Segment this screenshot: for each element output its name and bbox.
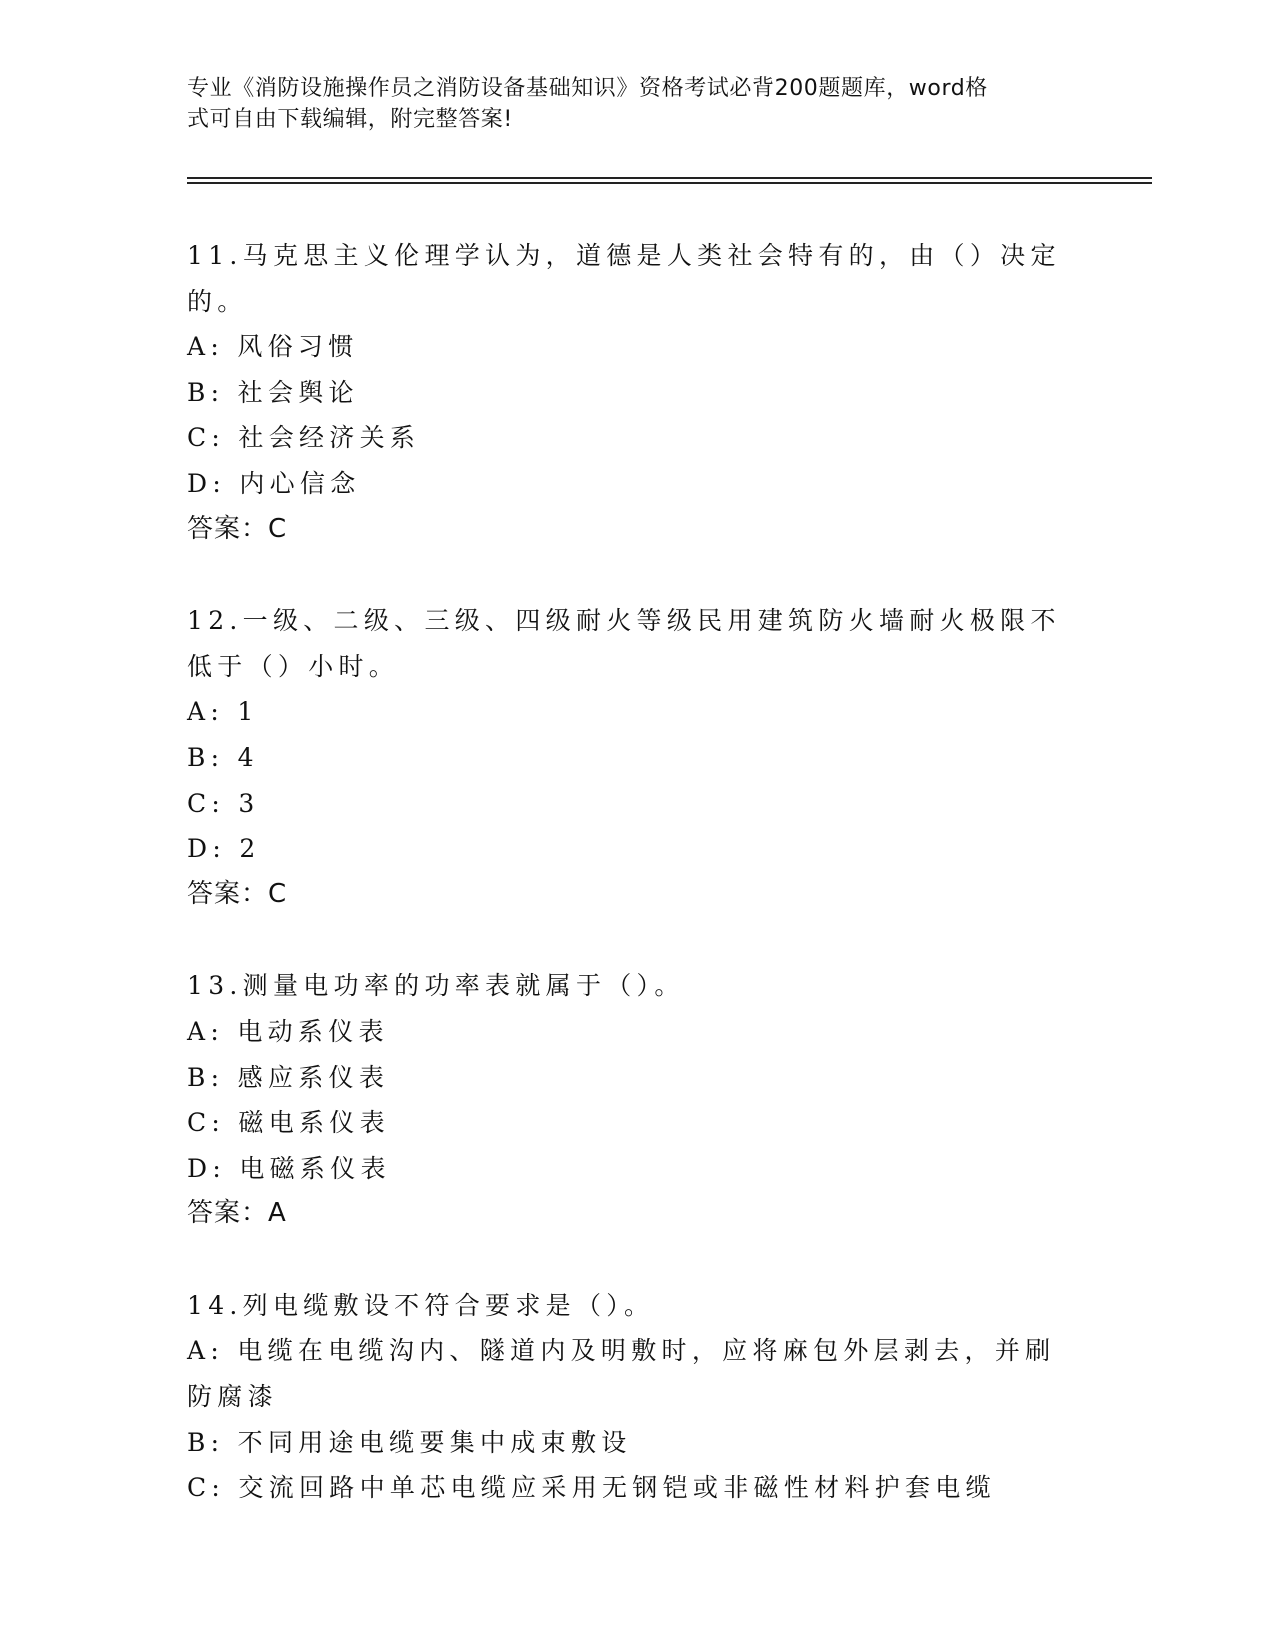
option-b: B: 4 — [187, 742, 259, 772]
question-item — [187, 963, 1087, 1237]
header-divider-top — [187, 177, 1152, 179]
option-b: B: 社会舆论 — [187, 377, 359, 407]
answer-line: 答案：C — [187, 513, 288, 544]
option-d: D: 2 — [187, 834, 261, 864]
question-text: 11.马克思主义伦理学认为，道德是人类社会特有的，由（）决定的。 — [187, 241, 1061, 316]
header-divider-bottom — [187, 182, 1152, 184]
question-text: 13.测量电功率的功率表就属于（）。 — [187, 971, 685, 1001]
answer-line: 答案：C — [187, 878, 288, 909]
answer-line: 答案：A — [187, 1198, 287, 1229]
option-d: D: 内心信念 — [187, 468, 361, 498]
document-header — [187, 73, 1067, 135]
option-a: A: 风俗习惯 — [187, 332, 359, 362]
option-c: C: 社会经济关系 — [187, 423, 421, 453]
question-item — [187, 233, 1087, 552]
question-list — [187, 233, 1087, 1557]
option-c: C: 磁电系仪表 — [187, 1108, 390, 1138]
option-a: A: 电动系仪表 — [187, 1016, 389, 1046]
question-text: 12.一级、二级、三级、四级耐火等级民用建筑防火墙耐火极限不低于（）小时。 — [187, 606, 1061, 681]
header-line-2: 式可自由下载编辑，附完整答案! — [187, 107, 513, 132]
question-item — [187, 1283, 1087, 1511]
option-a: A: 电缆在电缆沟内、隧道内及明敷时，应将麻包外层剥去，并刷防腐漆 — [187, 1336, 1056, 1412]
option-b: B: 不同用途电缆要集中成束敷设 — [187, 1427, 632, 1457]
question-item — [187, 598, 1087, 917]
question-text: 14.列电缆敷设不符合要求是（）。 — [187, 1290, 655, 1320]
option-a: A: 1 — [187, 697, 259, 727]
option-d: D: 电磁系仪表 — [187, 1153, 391, 1183]
header-line-1: 专业《消防设施操作员之消防设备基础知识》资格考试必背200题题库，word格 — [187, 76, 988, 101]
option-c: C: 交流回路中单芯电缆应采用无钢铠或非磁性材料护套电缆 — [187, 1473, 996, 1503]
option-c: C: 3 — [187, 788, 260, 818]
option-b: B: 感应系仪表 — [187, 1062, 390, 1092]
